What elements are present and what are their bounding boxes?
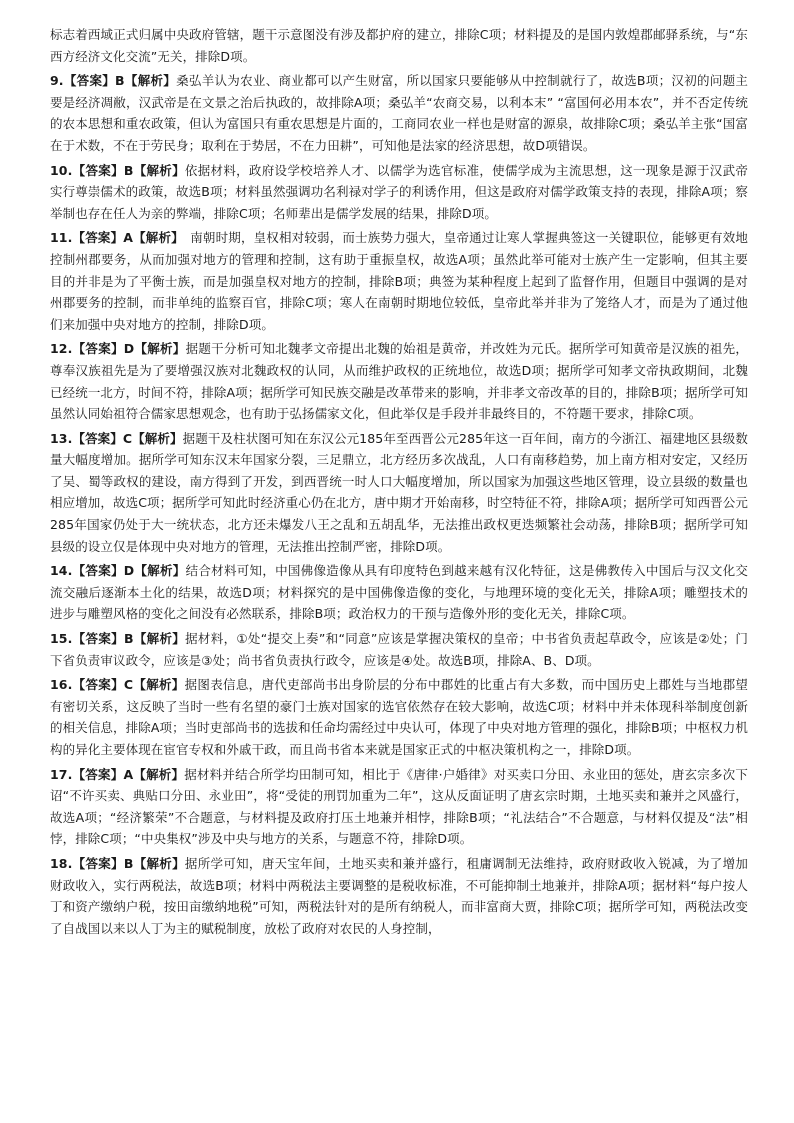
- analysis-tag: 【解析】: [133, 631, 186, 647]
- answer-item-9: [50, 70, 748, 156]
- analysis-tag: 【解析】: [134, 563, 186, 579]
- paragraph-text: 据题干及柱状图可知在东汉公元185年至西晋公元285年这一百年间，南方的今浙江、福建地区县级数量大幅度增加。据所学可知东汉末年国家分裂，三足鼎立，北方经历多次战乱，人口有南移趋势，加上南方相对安定，又经历了吴、蜀等政权的建设，南方得到了开发，到西晋统一时人口大幅度增加，所以国家为加强这些地区管理，设立县级的数量也相应增加，故选C项；据所学可知此时经济重心仍在北方，唐中期才开始南移，时空特征不符，排除A项；据所学可知西晋公元285年国家仍处于大一统状态，北方还未爆发八王之乱和五胡乱华，无法推出政权更迭频繁社会动荡，排除B项；据所学可知县级的设立仅是体现中央对地方的管理，无法推出控制严密，排除D项。: [50, 430, 748, 554]
- question-number: 13.: [50, 430, 73, 446]
- paragraph-text: 据题干分析可知北魏孝文帝提出北魏的始祖是黄帝，并改姓为元氏。据所学可知黄帝是汉族的祖先，尊奉汉族祖先是为了要增强汉族对北魏政权的认同，从而维护政权的正统地位，故选D项；据所学可知孝文帝执政期间，北魏已经统一北方，时间不符，排除A项；据所学可知民族交融是改革带来的影响，并非孝文帝改革的目的，排除B项；据所学可知虽然认同始祖符合儒家思想观念，也有助于弘扬儒家文化，但此举仅是手段并非最终目的，不符题干要求，排除C项。: [50, 341, 748, 422]
- analysis-tag: 【解析】: [133, 855, 185, 871]
- answer-item-18: [50, 853, 748, 939]
- paragraph-text: 结合材料可知，中国佛像造像从具有印度特色到越来越有汉化特征，这是佛教传入中国后与汉文化交流交融后逐渐本土化的结果，故选D项；材料探究的是中国佛像造像的变化，与地理环境的变化无关，排除A项；雕塑技术的进步与雕塑风格的变化之间没有必然联系，排除B项；政治权力的干预与造像外形的变化无关，排除C项。: [50, 563, 748, 622]
- question-number: 9.: [50, 73, 64, 89]
- question-number: 18.: [50, 855, 73, 871]
- paragraph-continuation: [50, 24, 748, 67]
- answer-tag: 【答案】C: [72, 677, 134, 693]
- paragraph-text: 南朝时期，皇权相对较弱，而士族势力强大，皇帝通过让寒人掌握典签这一关键职位，能够更有效地控制州郡要务，从而加强对地方的管理和控制，这有助于重振皇权，故选A项；虽然此举可能对士族产生一定影响，但其主要目的并非是为了平衡士族，而是加强皇权对地方的控制，排除B项；典签为某种程度上起到了监督作用，但题目中强调的是对州郡要务的控制，而非单纯的监察百官，排除C项；寒人在南朝时期地位较低，皇帝此举并非为了笼络人才，而是为了通过他们来加强中央对地方的控制，排除D项。: [50, 230, 748, 332]
- answer-item-15: [50, 628, 748, 671]
- question-number: 14.: [50, 563, 73, 579]
- paragraph-text: 据材料，①处“提交上奏”和“同意”应该是掌握决策权的皇帝；中书省负责起草政令，应该是②处；门下省负责审议政令，应该是③处；尚书省负责执行政令，应该是④处。故选B项，排除A、B、D项。: [50, 631, 748, 668]
- answer-item-16: [50, 674, 748, 760]
- answer-item-14: [50, 560, 748, 625]
- analysis-tag: 【解析】: [133, 230, 178, 246]
- paragraph-text: 据所学可知，唐天宝年间，土地买卖和兼并盛行，租庸调制无法维持，政府财政收入锐减，为了增加财政收入，实行两税法，故选B项；材料中两税法主要调整的是税收标准，不可能抑制土地兼并，排除A项；据材料“每户按人丁和资产缴纳户税，按田亩缴纳地税”可知，两税法针对的是所有纳税人，而非富商大贾，排除C项；据所学可知，两税法改变了自战国以来以人丁为主的赋税制度，放松了政府对农民的人身控制，: [50, 855, 749, 936]
- answer-item-11: [50, 227, 748, 335]
- analysis-tag: 【解析】: [133, 766, 185, 782]
- answer-item-13: [50, 428, 748, 558]
- paragraph-text: 据图表信息，唐代吏部尚书出身阶层的分布中郡姓的比重占有大多数，而中国历史上郡姓与当地郡望有密切关系，这反映了当时一些有名望的豪门士族对国家的选官依然存在较大影响，故选C项；材料中并未体现科举制度创新的相关信息，排除A项；当时吏部尚书的选拔和任命均需经过中央认可，体现了中央对地方管理的强化，排除B项；中枢权力机构的异化主要体现在宦官专权和外戚干政，而且尚书省本来就是国家正式的中枢决策机构之一，排除D项。: [50, 677, 748, 757]
- question-number: 17.: [50, 766, 73, 782]
- answer-tag: 【答案】B: [72, 631, 134, 647]
- question-number: 16.: [50, 677, 73, 693]
- answer-item-10: [50, 160, 748, 225]
- answer-tag: 【答案】D: [72, 563, 135, 579]
- paragraph-text: 依据材料，政府设学校培养人才、以儒学为选官标准，使儒学成为主流思想，这一现象是源于汉武帝实行尊崇儒术的政策，故选B项；材料虽然强调功名利禄对学子的利诱作用，但这是政府对儒学政策支持的表现，排除A项；察举制也存在任人为亲的弊端，排除C项；名师辈出是儒学发展的结果，排除D项。: [50, 162, 749, 221]
- analysis-tag: 【解析】: [132, 430, 183, 446]
- paragraph-text: 标志着西域正式归属中央政府管辖，题干示意图没有涉及都护府的建立，排除C项；材料提及的是国内敦煌郡邮驿系统，与“东西方经济文化交流”无关，排除D项。: [50, 27, 748, 64]
- analysis-tag: 【解析】: [134, 341, 186, 357]
- answer-item-12: [50, 338, 748, 424]
- paragraph-text: 据材料并结合所学均田制可知，相比于《唐律·户婚律》对买卖口分田、永业田的惩处，唐玄宗多次下诏“不许买卖、典贴口分田、永业田”，将“受徒的刑罚加重为二年”，这从反面证明了唐玄宗时期，土地买卖和兼并之风盛行，故选A项；“经济繁荣”不合题意，与材料提及政府打压土地兼并相悖，排除B项；“礼法结合”不合题意，与材料仅提及“法”相悖，排除C项；“中央集权”涉及中央与地方的关系，与题意不符，排除D项。: [50, 766, 748, 847]
- answer-tag: 【答案】D: [72, 341, 135, 357]
- answer-tag: 【答案】C: [72, 430, 133, 446]
- question-number: 12.: [50, 341, 73, 357]
- question-number: 10.: [50, 162, 73, 178]
- answer-tag: 【答案】B: [72, 855, 134, 871]
- answer-item-17: [50, 764, 748, 850]
- answer-tag: 【答案】A: [72, 766, 134, 782]
- question-number: 15.: [50, 631, 73, 647]
- analysis-tag: 【解析】: [124, 73, 177, 89]
- analysis-tag: 【解析】: [133, 162, 185, 178]
- question-number: 11.: [50, 230, 73, 246]
- paragraph-text: 桑弘羊认为农业、商业都可以产生财富，所以国家只要能够从中控制就行了，故选B项；汉初的问题主要是经济凋敝，汉武帝是在文景之治后执政的，故排除A项；桑弘羊“农商交易，以利本末” “富国何必用本农”，并不否定传统的农本思想和重农政策，但认为富国只有重农思想是片面的，工商同农业一样也是财富的源泉，故排除C项；桑弘羊主张“国富在于术数，不在于劳民身；取利在于势居，不在力田耕”，可知他是法家的经济思想，故D项错误。: [50, 73, 748, 153]
- analysis-tag: 【解析】: [133, 677, 185, 693]
- answer-tag: 【答案】A: [72, 230, 134, 246]
- answer-tag: 【答案】B: [72, 162, 134, 178]
- answer-tag: 【答案】B: [63, 73, 125, 89]
